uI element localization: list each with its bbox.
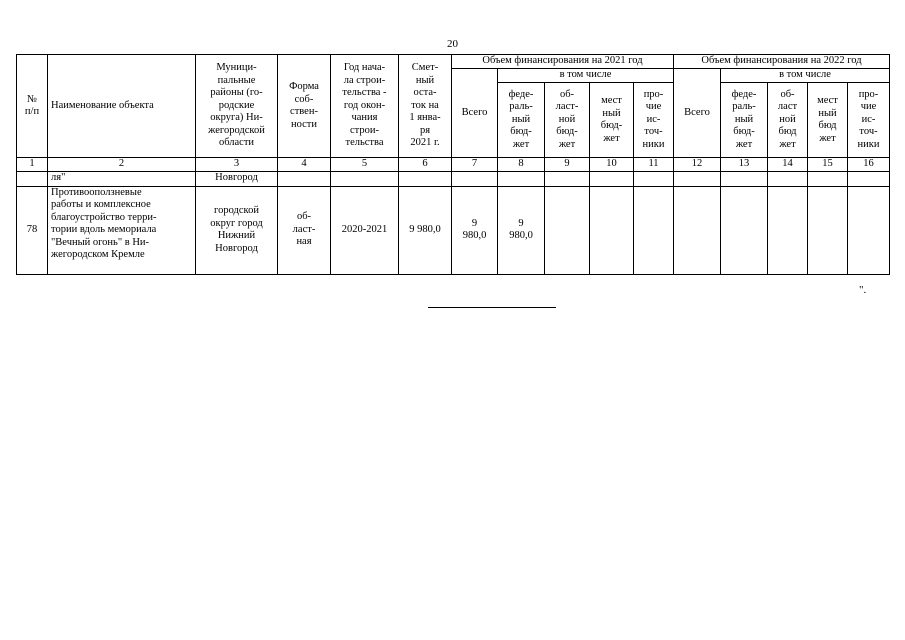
column-number: 5 (331, 158, 399, 172)
cell-empty (590, 171, 634, 186)
header-regional-2021: об- ласт- ной бюд- жет (545, 83, 590, 158)
column-number: 11 (634, 158, 674, 172)
header-construction-years: Год нача- ла строи- тельства - год окон- чания строи- тельства (331, 55, 399, 158)
column-number: 13 (721, 158, 768, 172)
row-local-2021 (590, 186, 634, 274)
cell-empty (17, 171, 48, 186)
row-municipal: городской округ город Нижний Новгород (196, 186, 278, 274)
row-total-2022 (674, 186, 721, 274)
header-regional-2022: об- ласт ной бюд жет (768, 83, 808, 158)
column-number: 15 (808, 158, 848, 172)
row-estimated-balance: 9 980,0 (399, 186, 452, 274)
row-local-2022 (808, 186, 848, 274)
column-numbers-row (17, 158, 890, 172)
column-number: 7 (452, 158, 498, 172)
header-financing-2021: Объем финансирования на 2021 год (452, 55, 674, 69)
cell-empty (634, 171, 674, 186)
column-number: 4 (278, 158, 331, 172)
column-number: 6 (399, 158, 452, 172)
header-federal-2022: феде- раль- ный бюд- жет (721, 83, 768, 158)
closing-quote: ". (859, 284, 867, 296)
row-regional-2022 (768, 186, 808, 274)
continuation-row (17, 171, 890, 186)
continuation-name: ля" (48, 171, 196, 186)
column-number: 9 (545, 158, 590, 172)
cell-empty (452, 171, 498, 186)
cell-empty (545, 171, 590, 186)
row-federal-2022 (721, 186, 768, 274)
column-number: 8 (498, 158, 545, 172)
header-total-2021: Всего (452, 69, 498, 158)
header-other-2022: про- чие ис- точ- ники (848, 83, 890, 158)
cell-empty (278, 171, 331, 186)
row-other-2022 (848, 186, 890, 274)
cell-empty (498, 171, 545, 186)
header-estimated-balance: Смет- ный оста- ток на 1 янва- ря 2021 г. (399, 55, 452, 158)
header-financing-2022: Объем финансирования на 2022 год (674, 55, 890, 69)
header-including-2021: в том числе (498, 69, 674, 83)
header-municipal: Муници- пальные районы (го- родские округа) Ни- жегородской области (196, 55, 278, 158)
row-object-name: Противооползневые работы и комплексное благоустройство терри- тории вдоль мемориала "Вечный огонь" в Ни- жегородском Кремле (48, 186, 196, 274)
table-row (17, 186, 890, 274)
cell-empty (674, 171, 721, 186)
row-construction-years: 2020-2021 (331, 186, 399, 274)
cell-empty (808, 171, 848, 186)
column-number: 14 (768, 158, 808, 172)
header-object-name: Наименование объекта (48, 55, 196, 158)
cell-empty (768, 171, 808, 186)
row-total-2021: 9 980,0 (452, 186, 498, 274)
financing-table (16, 54, 890, 275)
column-number: 3 (196, 158, 278, 172)
header-ownership: Форма соб- ствен- ности (278, 55, 331, 158)
cell-empty (848, 171, 890, 186)
header-including-2022: в том числе (721, 69, 890, 83)
header-local-2022: мест ный бюд жет (808, 83, 848, 158)
cell-empty (721, 171, 768, 186)
row-regional-2021 (545, 186, 590, 274)
header-total-2022: Всего (674, 69, 721, 158)
header-num: № п/п (17, 55, 48, 158)
column-number: 12 (674, 158, 721, 172)
column-number: 2 (48, 158, 196, 172)
column-number: 10 (590, 158, 634, 172)
continuation-municipal: Новгород (196, 171, 278, 186)
row-ownership: об- ласт- ная (278, 186, 331, 274)
row-federal-2021: 9 980,0 (498, 186, 545, 274)
row-other-2021 (634, 186, 674, 274)
row-number: 78 (17, 186, 48, 274)
end-divider (428, 307, 556, 308)
page-number: 20 (447, 38, 458, 50)
header-local-2021: мест ный бюд- жет (590, 83, 634, 158)
column-number: 1 (17, 158, 48, 172)
header-federal-2021: феде- раль- ный бюд- жет (498, 83, 545, 158)
header-other-2021: про- чие ис- точ- ники (634, 83, 674, 158)
cell-empty (399, 171, 452, 186)
column-number: 16 (848, 158, 890, 172)
cell-empty (331, 171, 399, 186)
